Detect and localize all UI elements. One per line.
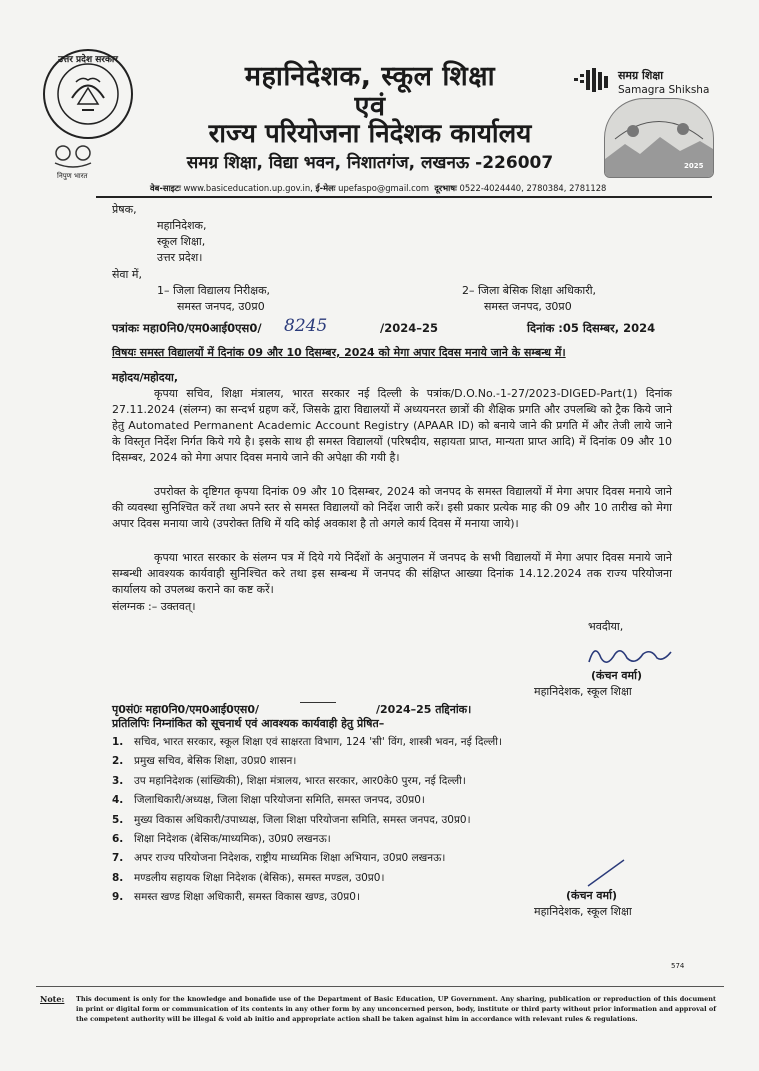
initial-mark xyxy=(586,858,626,888)
list-item: 4. जिलाधिकारी/अध्यक्ष, जिला शिक्षा परियोजना समिति, समस्त जनपद, उ0प्र0। xyxy=(112,794,425,807)
samagra-shiksha-logo xyxy=(572,66,612,96)
signatory2-designation: महानिदेशक, स्कूल शिक्षा xyxy=(534,905,632,918)
recipient-right-line1: 2– जिला बेसिक शिक्षा अधिकारी, xyxy=(462,284,597,297)
copy-reference-blank xyxy=(300,702,336,703)
copy-heading: प्रतिलिपिः निम्नांकित को सूचनार्थ एवं आवश्यक कार्यवाही हेतु प्रेषित– xyxy=(112,717,385,730)
paragraph-1: कृपया सचिव, शिक्षा मंत्रालय, भारत सरकार नई दिल्ली के पत्रांक/D.O.No.-1-27/2023-DIGED-Part(1) दिनांक 27.11.2024 (संलग्न) का सन्दर्भ ग्रहण करें, जिसके द्वारा विद्यालयों में अध्ययनरत छात्रों की शैक्षिक प्रगति और उपलब्धि को ट्रैक किये जाने हेतु Automated Permanent Academic Account Registry (APAAR ID) को बनाये जाने की प्रगति में और तेजी लाये जाने के विस्तृत निर्देश निर्गत किये गये है। इसके साथ ही समस्त विद्यालयों (परिषदीय, सहायता प्राप्त, मान्यता प्राप्त आदि) में दिनांक 09 और 10 दिसम्बर, 2024 को मेगा अपार दिवस मनाये जाने की अपेक्षा की गयी है। xyxy=(112,387,672,464)
email-link[interactable]: upefaspo@gmail.com xyxy=(338,183,430,193)
samagra-hindi-label: समग्र शिक्षा xyxy=(618,69,664,82)
letter-date: दिनांक :05 दिसम्बर, 2024 xyxy=(527,321,656,335)
recipient-left-line2: समस्त जनपद, उ0प्र0 xyxy=(177,300,265,313)
header-title-line2: एवं xyxy=(354,91,386,122)
paragraph-3: कृपया भारत सरकार के संलग्न पत्र में दिये गये निर्देशों के अनुपालन में जनपद के सभी विद्यालयों में मेगा अपार दिवस मनाये जाने सम्बन्धी आवश्यक कार्यवाही सुनिश्चित करे तथा इस सम्बन्ध में जनपद की संक्षिप्त आख्या दिनांक 14.12.2024 तक राज्य परियोजना कार्यालय को उपलब्ध कराने का कष्ट करें। xyxy=(112,551,672,596)
paragraph-2: उपरोक्त के दृष्टिगत कृपया दिनांक 09 और 10 दिसम्बर, 2024 को जनपद के समस्त विद्यालयों में मेगा अपार दिवस मनाये जाने की व्यवस्था सुनिश्चित करें तथा अपने स्तर से समस्त विद्यालयों को निर्देश जारी करें। इसी प्रकार प्रत्येक माह की 09 और 10 तारीख को मेगा अपार दिवस मनाया जाये (उपरोक्त तिथि में यदि कोई अवकाश है तो अगले कार्य दिवस में मनाया जाये)। xyxy=(112,485,672,530)
page-code: 574 xyxy=(671,962,685,970)
sender-line-2: स्कूल शिक्षा, xyxy=(157,235,206,248)
phone-label: दूरभाषः xyxy=(434,183,457,193)
website-label: वेब-साइटः xyxy=(150,183,181,193)
note-text: This document is only for the knowledge and bonafide use of the Department of Basic Education, UP Government. Any sharing, publication or reproduction of this document in print or digital form or communication of its contents in any other form by any unconcerned person, body, institute or third party without prior information and approval of the competent authority will be illegal & void ab initio and appropriate action shall be taken against him in accordance with relevant rules & regulations. xyxy=(76,995,716,1023)
list-item: 1. सचिव, भारत सरकार, स्कूल शिक्षा एवं साक्षरता विभाग, 124 'सी' विंग, शास्त्री भवन, नई दिल्ली। xyxy=(112,736,502,748)
copy-list xyxy=(112,733,502,908)
header-address: समग्र शिक्षा, विद्या भवन, निशातगंज, लखनऊ -226007 xyxy=(186,153,554,173)
copy-reference: पृ0सं0ः महा0नि0/एम0आई0एस0/ xyxy=(112,703,260,716)
header-title-line3: राज्य परियोजना निदेशक कार्यालय xyxy=(208,119,532,149)
list-item: 9. समस्त खण्ड शिक्षा अधिकारी, समस्त विकास खण्ड, उ0प्र0। xyxy=(112,891,360,904)
list-item: 8. मण्डलीय सहायक शिक्षा निदेशक (बेसिक), समस्त मण्डल, उ0प्र0। xyxy=(112,871,385,884)
website-link[interactable]: www.basiceducation.up.gov.in, xyxy=(183,183,313,193)
recipient-label: सेवा में, xyxy=(112,268,142,281)
list-item: 5. मुख्य विकास अधिकारी/उपाध्यक्ष, जिला शिक्षा परियोजना समिति, समस्त जनपद, उ0प्र0। xyxy=(112,813,471,826)
reference-number: पत्रांकः महा0नि0/एम0आई0एस0/ xyxy=(112,321,262,335)
signature-scribble xyxy=(585,640,675,670)
recipient-left-line1: 1– जिला विद्यालय निरीक्षक, xyxy=(157,284,271,297)
list-item: 7. अपर राज्य परियोजना निदेशक, राष्ट्रीय माध्यमिक शिक्षा अभियान, उ0प्र0 लखनऊ। xyxy=(112,852,446,865)
sender-line-3: उत्तर प्रदेश। xyxy=(157,251,203,264)
phone-number: 0522-4024440, 2780384, 2781128 xyxy=(459,183,607,193)
note-label: Note: xyxy=(40,994,65,1004)
footer-divider xyxy=(36,986,724,987)
emblem-text: उत्तर प्रदेश सरकार xyxy=(58,55,118,65)
salutation: महोदय/महोदया, xyxy=(112,371,179,384)
header-title-line1: महानिदेशक, स्कूल शिक्षा xyxy=(244,61,496,92)
header-divider xyxy=(96,196,712,198)
list-item: 6. शिक्षा निदेशक (बेसिक/माध्यमिक), उ0प्र0 लखनऊ। xyxy=(112,833,331,846)
header-contacts xyxy=(150,183,606,194)
signatory-name: (कंचन वर्मा) xyxy=(591,669,642,682)
subject-line: विषयः समस्त विद्यालयों में दिनांक 09 और 10 दिसम्बर, 2024 को मेगा अपार दिवस मनाये जाने के सम्बन्ध में। xyxy=(112,346,566,359)
email-label: ई-मेलः xyxy=(315,183,336,193)
sender-label: प्रेषक, xyxy=(112,203,137,216)
handwritten-letter-number: 8245 xyxy=(284,316,328,336)
list-item: 2. प्रमुख सचिव, बेसिक शिक्षा, उ0प्र0 शासन। xyxy=(112,755,297,768)
sender-line-1: महानिदेशक, xyxy=(157,219,207,232)
enclosure-line: संलग्नक :– उक्तवत्। xyxy=(112,600,196,613)
copy-year-date: /2024–25 तद्दिनांक। xyxy=(376,703,472,716)
recipient-right-line2: समस्त जनपद, उ0प्र0 xyxy=(484,300,572,313)
list-item: 3. उप महानिदेशक (सांख्यिकी), शिक्षा मंत्रालय, भारत सरकार, आर0के0 पुरम, नई दिल्ली। xyxy=(112,774,466,787)
nipun-bharat-logo xyxy=(45,141,105,171)
samagra-english-label: Samagra Shiksha xyxy=(618,84,710,96)
signatory-designation: महानिदेशक, स्कूल शिक्षा xyxy=(534,685,632,698)
signatory2-name: (कंचन वर्मा) xyxy=(566,889,617,902)
nipun-bharat-label: निपुण भारत xyxy=(57,172,88,180)
badge-year: 2025 xyxy=(684,162,704,170)
reference-year: /2024–25 xyxy=(380,321,438,335)
closing-text: भवदीया, xyxy=(588,620,624,633)
